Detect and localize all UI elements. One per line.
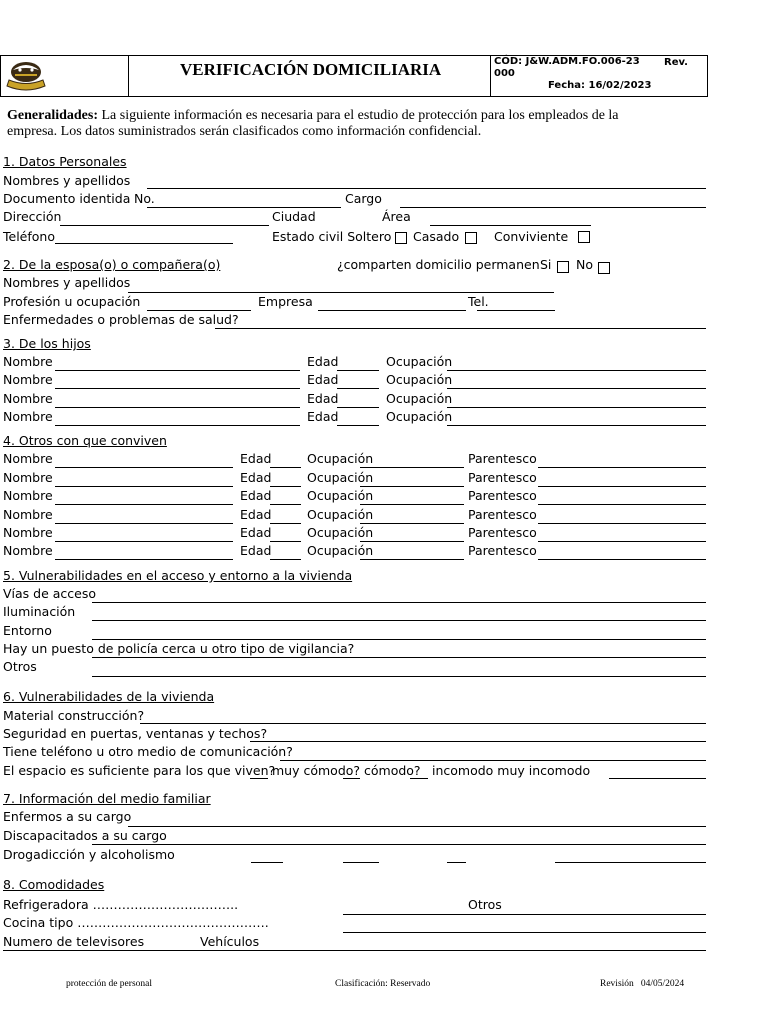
- document-label: Documento identida: [3, 191, 131, 206]
- cohabitant-occupation-field[interactable]: [360, 486, 464, 487]
- section-3-title: 3. De los hijos: [3, 336, 91, 351]
- disabled-label: Discapacitados a su cargo: [3, 828, 167, 843]
- shared-yes-checkbox[interactable]: [557, 261, 569, 273]
- child-age-label: Edad: [307, 409, 339, 424]
- police-label: Hay un puesto de policía cerca u otro tipo de vigilancia?: [3, 641, 355, 656]
- footer-left: protección de personal: [66, 979, 152, 989]
- phone-label: Teléfono: [3, 229, 55, 244]
- child-age-label: Edad: [307, 391, 339, 406]
- footer-center: Clasificación: Reservado: [335, 979, 431, 989]
- cohabitant-relationship-label: Parentesco: [468, 543, 537, 558]
- cohabitant-occupation-label: Ocupación: [307, 488, 374, 503]
- section-8-title: 8. Comodidades: [3, 877, 105, 892]
- addiction-blank-2[interactable]: [343, 862, 379, 863]
- cohabitant-name-label: Nombre: [3, 488, 53, 503]
- health-label: Enfermedades o problemas de salud?: [3, 312, 239, 327]
- cohabitant-occupation-field[interactable]: [360, 559, 464, 560]
- addiction-blank-4[interactable]: [555, 862, 706, 863]
- child-occupation-label: Ocupación: [386, 354, 453, 369]
- cohabitant-name-field[interactable]: [55, 559, 233, 560]
- cohabitant-age-field[interactable]: [270, 559, 301, 560]
- security-label: Seguridad en puertas, ventanas y techos?: [3, 726, 268, 741]
- health-field[interactable]: [215, 328, 706, 329]
- intro-line-1: [7, 108, 619, 124]
- cohabitant-relationship-field[interactable]: [538, 467, 706, 468]
- cohabitant-age-field[interactable]: [270, 541, 301, 542]
- surroundings-field[interactable]: [92, 639, 706, 640]
- police-field[interactable]: [92, 657, 706, 658]
- cohabitant-relationship-field[interactable]: [538, 486, 706, 487]
- cohabitant-name-label: Nombre: [3, 470, 53, 485]
- section-1-title: 1. Datos Personales: [3, 154, 127, 169]
- space-blank-3[interactable]: [410, 778, 428, 779]
- kitchen-label: Cocina tipo ……………………………………….: [3, 915, 269, 930]
- child-name-field[interactable]: [55, 388, 300, 389]
- other-field[interactable]: [92, 676, 706, 677]
- revision-label: Rev.: [664, 57, 688, 68]
- footer-right: Revisión 04/05/2024: [600, 979, 685, 989]
- company-field[interactable]: [318, 310, 466, 311]
- other-label: Otros: [3, 659, 37, 674]
- cohabitant-age-field[interactable]: [270, 504, 301, 505]
- phone-field[interactable]: [55, 243, 233, 244]
- cohabitant-occupation-label: Ocupación: [307, 543, 374, 558]
- cohabitant-relationship-field[interactable]: [538, 523, 706, 524]
- vehicles-field[interactable]: [3, 950, 706, 951]
- marital-status-label: Estado civil Soltero: [272, 229, 392, 244]
- spouse-names-label: Nombres y apellidos: [3, 275, 131, 290]
- names-field[interactable]: [147, 188, 706, 189]
- child-name-field[interactable]: [55, 407, 300, 408]
- cohabitant-relationship-label: Parentesco: [468, 488, 537, 503]
- child-occupation-field[interactable]: [447, 370, 706, 371]
- city-label: Ciudad: [272, 209, 316, 224]
- profession-label: Profesión u ocupación: [3, 294, 141, 309]
- cohabitant-name-label: Nombre: [3, 451, 53, 466]
- access-roads-field[interactable]: [92, 602, 706, 603]
- child-age-field[interactable]: [337, 407, 379, 408]
- communication-label: Tiene teléfono u otro medio de comunicación?: [3, 744, 293, 759]
- child-name-field[interactable]: [55, 425, 300, 426]
- married-checkbox[interactable]: [465, 232, 477, 244]
- child-occupation-field[interactable]: [447, 425, 706, 426]
- child-name-label: Nombre: [3, 372, 53, 387]
- child-age-label: Edad: [307, 354, 339, 369]
- amenities-other-field[interactable]: [343, 914, 706, 915]
- cohabitant-age-label: Edad: [240, 507, 272, 522]
- lighting-field[interactable]: [92, 620, 706, 621]
- document-code: CÓD: J&W.ADM.FO.006-23: [494, 56, 640, 67]
- cohabitant-age-label: Edad: [240, 470, 272, 485]
- cohabitant-occupation-field[interactable]: [360, 504, 464, 505]
- header-divider-1: [128, 55, 129, 97]
- cohabiting-label: Conviviente: [494, 229, 569, 244]
- sick-field[interactable]: [128, 826, 706, 827]
- child-name-field[interactable]: [55, 370, 300, 371]
- address-field[interactable]: [60, 225, 269, 226]
- cohabitant-relationship-label: Parentesco: [468, 470, 537, 485]
- cohabiting-checkbox[interactable]: [578, 231, 590, 243]
- cohabitant-age-label: Edad: [240, 525, 272, 540]
- cohabitant-age-label: Edad: [240, 543, 272, 558]
- cohabitant-occupation-label: Ocupación: [307, 525, 374, 540]
- cohabitant-name-label: Nombre: [3, 507, 53, 522]
- addiction-label: Drogadicción y alcoholismo: [3, 847, 175, 862]
- surroundings-label: Entorno: [3, 623, 52, 638]
- married-label: Casado: [413, 229, 460, 244]
- cohabitant-occupation-label: Ocupación: [307, 470, 374, 485]
- shared-no-checkbox[interactable]: [598, 262, 610, 274]
- cohabitant-occupation-label: Ocupación: [307, 507, 374, 522]
- addiction-blank-1[interactable]: [251, 862, 283, 863]
- cohabitant-relationship-label: Parentesco: [468, 507, 537, 522]
- comfortable-label: cómodo?: [364, 763, 421, 778]
- company-logo: [3, 56, 49, 94]
- cohabitant-age-label: Edad: [240, 451, 272, 466]
- cohabitant-relationship-field[interactable]: [538, 541, 706, 542]
- cohabitant-name-field[interactable]: [55, 486, 233, 487]
- access-roads-label: Vías de acceso: [3, 586, 97, 601]
- addiction-blank-3[interactable]: [447, 862, 466, 863]
- vehicles-label: Vehículos: [200, 934, 260, 949]
- spouse-names-field[interactable]: [128, 292, 554, 293]
- section-2-title: 2. De la esposa(o) o compañera(o): [3, 257, 221, 272]
- space-label: El espacio es suficiente para los que viven?: [3, 763, 276, 778]
- document-field[interactable]: [147, 207, 341, 208]
- space-blank-2[interactable]: [343, 778, 360, 779]
- intro-bold: Generalidades:: [7, 108, 98, 123]
- section-5-title: 5. Vulnerabilidades en el acceso y entorno a la vivienda: [3, 568, 353, 583]
- material-label: Material construcción?: [3, 708, 145, 723]
- shared-home-label: ¿comparten domicilio permanen: [337, 257, 540, 272]
- area-field[interactable]: [430, 225, 591, 226]
- child-occupation-label: Ocupación: [386, 391, 453, 406]
- cohabitant-relationship-label: Parentesco: [468, 525, 537, 540]
- yes-label: Si: [540, 257, 552, 272]
- space-blank-1[interactable]: [250, 778, 268, 779]
- uncomfortable-label: incomodo muy incomodo: [432, 763, 591, 778]
- child-age-label: Edad: [307, 372, 339, 387]
- revision-value: 000: [494, 68, 515, 79]
- cohabitant-age-field[interactable]: [270, 467, 301, 468]
- cohabitant-name-field[interactable]: [55, 504, 233, 505]
- no-label: No: [576, 257, 593, 272]
- cohabitant-relationship-field[interactable]: [538, 504, 706, 505]
- document-date: Fecha: 16/02/2023: [548, 80, 652, 91]
- cohabitant-occupation-field[interactable]: [360, 541, 464, 542]
- child-name-label: Nombre: [3, 354, 53, 369]
- cohabitant-name-label: Nombre: [3, 543, 53, 558]
- address-label: Dirección: [3, 209, 62, 224]
- child-age-field[interactable]: [337, 388, 379, 389]
- child-occupation-field[interactable]: [447, 388, 706, 389]
- company-label: Empresa: [258, 294, 313, 309]
- space-blank-4[interactable]: [609, 778, 706, 779]
- cargo-field[interactable]: [400, 207, 706, 208]
- cohabitant-age-field[interactable]: [270, 523, 301, 524]
- intro-line-2: empresa. Los datos suministrados serán clasificados como información confidencial.: [7, 124, 482, 139]
- cohabitant-occupation-label: Ocupación: [307, 451, 374, 466]
- profession-field[interactable]: [147, 310, 251, 311]
- material-field[interactable]: [140, 723, 706, 724]
- cohabitant-name-field[interactable]: [55, 467, 233, 468]
- spouse-phone-label: Tel.: [468, 294, 489, 309]
- tv-count-label: Numero de televisores: [3, 934, 145, 949]
- cohabitant-occupation-field[interactable]: [360, 467, 464, 468]
- cohabitant-age-label: Edad: [240, 488, 272, 503]
- fridge-label: Refrigeradora ……………………………..: [3, 897, 239, 912]
- section-4-title: 4. Otros con que conviven: [3, 433, 167, 448]
- cohabitant-relationship-field[interactable]: [538, 559, 706, 560]
- disabled-field[interactable]: [92, 844, 706, 845]
- very-comfortable-label: muy cómodo?: [272, 763, 361, 778]
- child-age-field[interactable]: [337, 370, 379, 371]
- kitchen-field[interactable]: [343, 932, 706, 933]
- child-occupation-label: Ocupación: [386, 372, 453, 387]
- child-name-label: Nombre: [3, 409, 53, 424]
- amenities-other-label: Otros: [468, 897, 502, 912]
- section-7-title: 7. Información del medio familiar: [3, 791, 211, 806]
- child-age-field[interactable]: [337, 425, 379, 426]
- page-title: VERIFICACIÓN DOMICILIARIA: [180, 60, 442, 79]
- communication-field[interactable]: [280, 760, 706, 761]
- cohabitant-occupation-field[interactable]: [360, 523, 464, 524]
- document-no-label: No.: [134, 191, 155, 206]
- child-occupation-field[interactable]: [447, 407, 706, 408]
- sick-label: Enfermos a su cargo: [3, 809, 132, 824]
- cohabitant-name-field[interactable]: [55, 523, 233, 524]
- cargo-label: Cargo: [345, 191, 382, 206]
- intro-text-1: La siguiente información es necesaria para el estudio de protección para los empleados de la: [98, 108, 619, 123]
- section-6-title: 6. Vulnerabilidades de la vivienda: [3, 689, 215, 704]
- spouse-phone-field[interactable]: [477, 310, 555, 311]
- single-checkbox[interactable]: [395, 232, 407, 244]
- cohabitant-relationship-label: Parentesco: [468, 451, 537, 466]
- child-name-label: Nombre: [3, 391, 53, 406]
- header-divider-2: [490, 55, 491, 97]
- security-field[interactable]: [250, 741, 706, 742]
- names-label: Nombres y apellidos: [3, 173, 131, 188]
- child-occupation-label: Ocupación: [386, 409, 453, 424]
- cohabitant-age-field[interactable]: [270, 486, 301, 487]
- cohabitant-name-field[interactable]: [55, 541, 233, 542]
- cohabitant-name-label: Nombre: [3, 525, 53, 540]
- area-label: Área: [382, 209, 411, 224]
- lighting-label: Iluminación: [3, 604, 76, 619]
